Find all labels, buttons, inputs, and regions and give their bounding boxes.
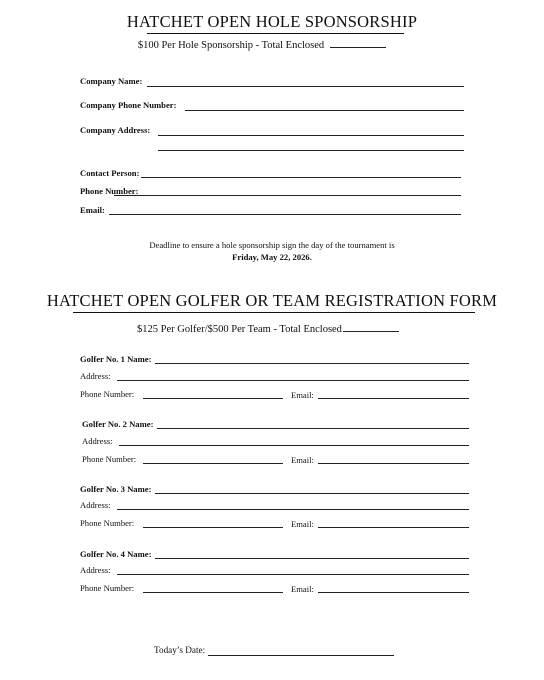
- golfer-1-name-field[interactable]: [155, 363, 469, 364]
- sponsorship-title: HATCHET OPEN HOLE SPONSORSHIP: [126, 12, 418, 31]
- golfer-4-address-field[interactable]: [117, 574, 469, 575]
- company-phone-field[interactable]: [185, 110, 464, 111]
- golfer-2-name-field[interactable]: [157, 428, 469, 429]
- sponsorship-price-line: [0, 38, 534, 51]
- golfer-4-name-label: Golfer No. 4 Name:: [80, 549, 152, 559]
- golfer-2-address-field[interactable]: [119, 445, 469, 446]
- golfer-3-address-label: Address:: [80, 500, 111, 510]
- golfer-2-email-field[interactable]: [318, 463, 469, 464]
- golfer-3-name-field[interactable]: [155, 493, 469, 494]
- company-phone-label: Company Phone Number:: [80, 100, 177, 110]
- golfer-4-name-field[interactable]: [155, 558, 469, 559]
- golfer-3-phone-label: Phone Number:: [80, 518, 135, 528]
- phone-number-field[interactable]: [114, 195, 461, 196]
- registration-price-line: [0, 322, 540, 335]
- golfer-4-email-field[interactable]: [318, 592, 469, 593]
- company-name-label: Company Name:: [80, 76, 143, 86]
- golfer-1-address-field[interactable]: [117, 380, 469, 381]
- company-address-field-2[interactable]: [158, 150, 464, 151]
- company-address-field-1[interactable]: [158, 135, 464, 136]
- golfer-4-phone-field[interactable]: [143, 592, 283, 593]
- sponsorship-title-underline: [147, 33, 404, 34]
- golfer-4-address-label: Address:: [80, 565, 111, 575]
- registration-title-underline: [73, 312, 475, 313]
- email-label: Email:: [80, 205, 105, 215]
- contact-person-field[interactable]: [141, 177, 461, 178]
- golfer-2-name-label: Golfer No. 2 Name:: [82, 419, 154, 429]
- golfer-3-email-label: Email:: [291, 519, 314, 529]
- company-name-field[interactable]: [147, 86, 464, 87]
- golfer-1-phone-label: Phone Number:: [80, 389, 135, 399]
- phone-number-label: Phone Number:: [80, 186, 139, 196]
- golfer-4-email-label: Email:: [291, 584, 314, 594]
- golfer-2-phone-field[interactable]: [143, 463, 283, 464]
- golfer-3-address-field[interactable]: [117, 509, 469, 510]
- email-field[interactable]: [109, 214, 461, 215]
- golfer-1-email-field[interactable]: [318, 398, 469, 399]
- todays-date-field[interactable]: [208, 655, 394, 656]
- golfer-2-address-label: Address:: [82, 436, 113, 446]
- golfer-3-email-field[interactable]: [318, 527, 469, 528]
- deadline-text: Deadline to ensure a hole sponsorship sign the day of the tournament is: [149, 240, 395, 250]
- company-address-label: Company Address:: [80, 125, 151, 135]
- todays-date-label: Today’s Date:: [154, 645, 206, 655]
- registration-total-field[interactable]: [343, 322, 399, 332]
- golfer-3-name-label: Golfer No. 3 Name:: [80, 484, 152, 494]
- golfer-4-phone-label: Phone Number:: [80, 583, 135, 593]
- sponsorship-total-field[interactable]: [330, 38, 386, 48]
- registration-title: HATCHET OPEN GOLFER OR TEAM REGISTRATION FORM: [46, 291, 498, 310]
- golfer-3-phone-field[interactable]: [143, 527, 283, 528]
- registration-price-text: $125 Per Golfer/$500 Per Team - Total Enclosed: [137, 324, 342, 335]
- golfer-2-phone-label: Phone Number:: [82, 454, 137, 464]
- deadline-date: Friday, May 22, 2026.: [232, 252, 312, 262]
- golfer-1-name-label: Golfer No. 1 Name:: [80, 354, 152, 364]
- golfer-1-address-label: Address:: [80, 371, 111, 381]
- contact-person-label: Contact Person:: [80, 168, 140, 178]
- golfer-1-phone-field[interactable]: [143, 398, 283, 399]
- sponsorship-price-text: $100 Per Hole Sponsorship - Total Enclosed: [137, 40, 325, 51]
- golfer-1-email-label: Email:: [291, 390, 314, 400]
- golfer-2-email-label: Email:: [291, 455, 314, 465]
